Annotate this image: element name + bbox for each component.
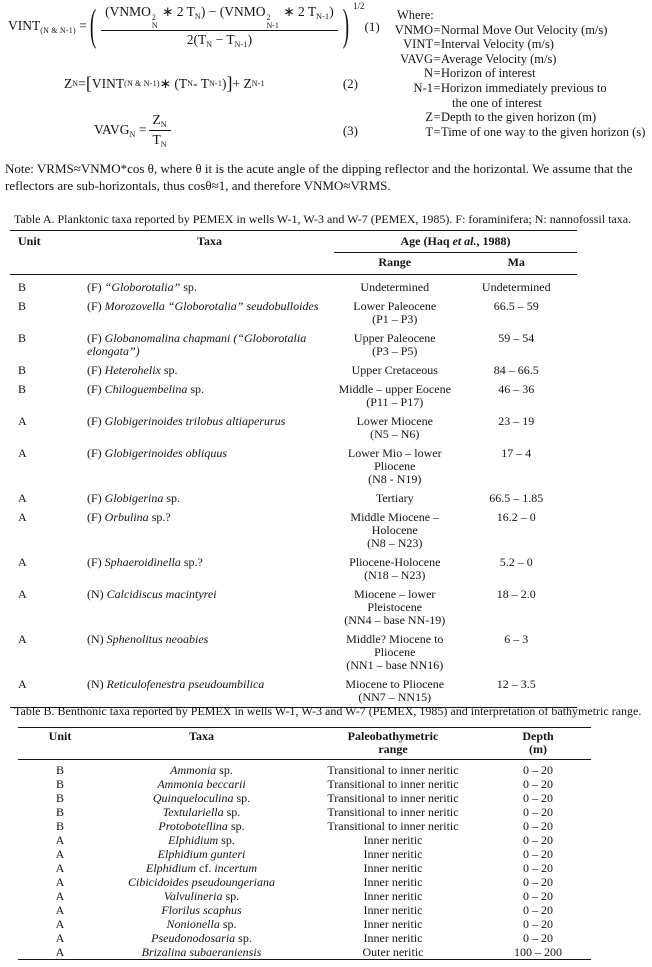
unit-cell: A <box>18 491 27 505</box>
range-cell: Lower Paleocene (P1 – P3) <box>353 299 437 326</box>
depth-cell: 0 – 20 <box>523 930 553 945</box>
depth-cell: 0 – 20 <box>523 776 553 791</box>
paleobathymetric-cell: Inner neritic <box>363 846 423 861</box>
taxa-cell: Valvulineria sp. <box>163 888 240 903</box>
range-cell: Miocene – lower Pleistocene (NN4 – base NN-19) <box>344 587 446 627</box>
table-row <box>10 508 577 553</box>
taxa-cell: (F) Globigerinoides obliquus <box>87 446 228 460</box>
where-definition: Interval Velocity (m/s) <box>441 37 554 52</box>
table-row <box>10 275 577 298</box>
equation-2-number: (2) <box>342 75 358 91</box>
where-definition: the one of interest <box>452 95 542 110</box>
table-row <box>10 553 577 585</box>
taxa-cell: (N) Calcidiscus macintyrei <box>87 587 217 601</box>
taxa-cell: (F) Morozovella “Globorotalia” seudobulloides <box>87 299 319 313</box>
ma-cell: 12 – 3.5 <box>496 677 536 691</box>
table-b-header-paleo <box>301 728 485 760</box>
ma-cell: 84 – 66.5 <box>493 363 539 377</box>
table-row <box>18 861 591 875</box>
depth-cell: 0 – 20 <box>523 874 553 889</box>
where-equals: = <box>433 51 441 66</box>
equation-1-number: (1) <box>364 18 380 34</box>
paleobathymetric-cell: Transitional to inner neritic <box>327 804 459 819</box>
where-definition: Horizon of interest <box>441 66 536 81</box>
taxa-cell: Textulariella sp. <box>162 804 241 819</box>
paleobathymetric-cell: Inner neritic <box>363 860 423 875</box>
paleobathymetric-cell: Transitional to inner neritic <box>327 763 459 777</box>
open-paren: ( <box>89 1 97 52</box>
where-equals: = <box>433 110 441 125</box>
where-term: VINT <box>403 37 433 52</box>
depth-cell: 0 – 20 <box>523 888 553 903</box>
taxa-cell: Pseudonodosaria sp. <box>151 930 252 945</box>
ma-cell: 16.2 – 0 <box>496 510 536 524</box>
range-cell: Middle? Miocene to Pliocene (NN1 – base NN16) <box>346 632 444 672</box>
equation-1-fraction <box>101 4 338 49</box>
where-equals: = <box>433 22 441 37</box>
unit-cell: A <box>18 510 27 524</box>
taxa-cell: (F) Chiloguembelina sp. <box>87 382 205 396</box>
ma-cell: 5.2 – 0 <box>499 555 533 569</box>
where-definition: Depth to the given horizon (m) <box>441 110 597 125</box>
unit-cell: B <box>18 382 27 396</box>
where-term: N-1 <box>413 80 433 95</box>
taxa-cell: Elphidium cf. incertum <box>146 860 257 875</box>
paleobathymetric-cell: Outer neritic <box>362 944 424 959</box>
taxa-cell: (N) Reticulofenestra pseudoumbilica <box>87 677 265 691</box>
where-definition-list <box>383 23 649 140</box>
unit-cell: A <box>55 916 65 931</box>
unit-cell: A <box>18 632 27 646</box>
unit-cell: A <box>55 874 65 889</box>
depth-cell: 0 – 20 <box>523 846 553 861</box>
table-a-header-taxa: Taxa <box>85 231 334 275</box>
depth-cell: 0 – 20 <box>523 902 553 917</box>
table-a-header-range: Range <box>334 253 456 275</box>
unit-cell: A <box>55 832 65 847</box>
range-cell: Upper Paleocene (P3 – P5) <box>353 331 436 358</box>
unit-cell: B <box>55 763 64 777</box>
taxa-cell: (F) Globanomalina chapmani (“Globorotalia elongata”) <box>87 331 307 358</box>
age-header-post: , 1988) <box>476 234 511 248</box>
table-row <box>10 361 577 380</box>
paleo-header-line1: Paleobathymetric <box>347 729 439 743</box>
where-term: VAVG <box>400 51 433 66</box>
table-row <box>10 297 577 329</box>
equation-1-denominator: $2(T_N - T_{N-1})$ <box>186 32 253 49</box>
table-row <box>18 819 591 833</box>
table-row <box>18 931 591 945</box>
unit-cell: B <box>18 363 27 377</box>
table-row <box>18 760 591 778</box>
depth-cell: 0 – 20 <box>523 832 553 847</box>
table-row <box>10 329 577 361</box>
equation-1-body <box>8 1 365 52</box>
depth-cell: 0 – 20 <box>523 790 553 805</box>
depth-cell: 0 – 20 <box>523 804 553 819</box>
taxa-cell: (N) Sphenolitus neoabies <box>87 632 209 646</box>
table-a <box>10 230 577 708</box>
taxa-cell: Quinqueloculina sp. <box>152 790 251 805</box>
unit-cell: A <box>55 846 65 861</box>
table-row <box>18 847 591 861</box>
depth-header-line1: Depth <box>522 729 554 743</box>
table-b-header-unit: Unit <box>18 728 102 760</box>
depth-cell: 0 – 20 <box>523 916 553 931</box>
equation-1-lhs: $VINT_{(N \& N-1)}$ = <box>8 18 87 35</box>
unit-cell: A <box>55 930 65 945</box>
range-cell: Middle – upper Eocene (P11 – P17) <box>338 382 451 409</box>
equation-2 <box>8 73 364 94</box>
range-cell: Undetermined <box>360 280 430 294</box>
unit-cell: B <box>18 280 27 294</box>
unit-cell: A <box>18 587 27 601</box>
table-b <box>18 727 591 960</box>
paleobathymetric-cell: Inner neritic <box>363 916 423 931</box>
table-row <box>18 791 591 805</box>
unit-cell: B <box>18 331 27 345</box>
range-cell: Pliocene-Holocene (N18 – N23) <box>349 555 441 582</box>
table-row <box>18 917 591 931</box>
equation-3 <box>8 112 364 149</box>
equation-2-body: Z N = [ VINT (N & N-1) ∗ (T N - T N-1 ) ] + Z N-1 <box>64 73 265 93</box>
taxa-cell: Ammonia sp. <box>170 763 233 777</box>
taxa-cell: Protobotellina sp. <box>158 818 245 833</box>
unit-cell: A <box>55 944 65 959</box>
age-header-etal: et al. <box>452 234 477 248</box>
paleobathymetric-cell: Inner neritic <box>363 902 423 917</box>
where-definitions <box>383 8 649 139</box>
table-row <box>10 444 577 489</box>
range-cell: Miocene to Pliocene (NN7 – NN15) <box>345 677 445 704</box>
unit-cell: B <box>55 776 64 791</box>
taxa-cell: (F) Globigerina sp. <box>87 491 181 505</box>
table-row <box>10 412 577 444</box>
depth-cell: 100 – 200 <box>514 944 562 959</box>
equation-1-exponent: 1/2 <box>353 1 365 11</box>
unit-cell: A <box>18 446 27 460</box>
unit-cell: A <box>55 860 65 875</box>
unit-cell: A <box>55 888 65 903</box>
table-row <box>18 805 591 819</box>
table-row <box>18 875 591 889</box>
table-b-caption: Table B. Benthonic taxa reported by PEMEX in wells W-1, W-3 and W-7 (PEMEX, 1985) and interpretation of bathymetric range. <box>14 704 642 718</box>
table-a-header <box>10 231 577 275</box>
table-b-header-depth <box>485 728 591 760</box>
where-term: Z <box>425 110 433 125</box>
where-title: Where: <box>397 8 434 22</box>
table-row <box>18 903 591 917</box>
unit-cell: B <box>55 804 64 819</box>
age-header-pre: Age (Haq <box>400 234 453 248</box>
table-row <box>18 889 591 903</box>
table-row <box>10 585 577 630</box>
equation-3-fraction <box>149 112 171 149</box>
table-b-header-taxa: Taxa <box>102 728 301 760</box>
where-term: N <box>423 66 433 81</box>
equation-1-numerator: (VNMO 2 N ∗ 2 $T_N$) − (VNMO 2 N-1 ∗ 2 $T_{N-1}$) <box>101 4 338 31</box>
equation-3-denominator: $T_N$ <box>152 132 167 149</box>
unit-cell: A <box>55 902 65 917</box>
where-equals <box>433 96 441 111</box>
where-definition: Normal Move Out Velocity (m/s) <box>441 22 608 37</box>
range-cell: Upper Cretaceous <box>351 363 438 377</box>
equation-3-lhs: $VAVG_N$ = <box>94 122 147 139</box>
taxa-cell: Brizalina subaeraniensis <box>141 944 262 959</box>
note-paragraph: Note: VRMS≈VNMO*cos θ, where θ it is the acute angle of the dipping reflector and the horizontal. We assume that the reflectors are sub-horizontals, thus cosθ≈1, and therefore VNMO≈VRMS. <box>5 161 633 193</box>
ma-cell: 17 – 4 <box>501 446 532 460</box>
taxa-cell: (F) Sphaeroidinella sp.? <box>87 555 203 569</box>
range-cell: Lower Miocene (N5 – N6) <box>356 414 433 441</box>
where-term <box>383 96 433 111</box>
unit-cell: A <box>18 414 27 428</box>
close-paren: ) <box>342 1 350 52</box>
table-a-header-ma: Ma <box>456 253 578 275</box>
table-a-header-age <box>334 231 577 253</box>
unit-cell: B <box>55 818 64 833</box>
paleobathymetric-cell: Inner neritic <box>363 930 423 945</box>
unit-cell: A <box>18 555 27 569</box>
paleobathymetric-cell: Inner neritic <box>363 832 423 847</box>
table-row <box>18 945 591 959</box>
taxa-cell: (F) Heterohelix sp. <box>87 363 178 377</box>
taxa-cell: (F) Globigerinoides trilobus altiaperurus <box>87 414 286 428</box>
table-row <box>10 489 577 508</box>
table-row <box>18 777 591 791</box>
where-equals: = <box>433 124 441 139</box>
where-equals: = <box>433 80 441 95</box>
taxa-cell: Nonionella sp. <box>166 916 237 931</box>
table-a-caption: Table A. Planktonic taxa reported by PEMEX in wells W-1, W-3 and W-7 (PEMEX, 1985). F: foraminifera; N: nannofossil taxa. <box>14 212 632 226</box>
paleobathymetric-cell: Transitional to inner neritic <box>327 776 459 791</box>
depth-cell: 0 – 20 <box>523 818 553 833</box>
unit-cell: B <box>55 790 64 805</box>
taxa-cell: Elphidium sp. <box>168 832 235 847</box>
depth-cell: 0 – 20 <box>523 763 553 777</box>
ma-cell: 18 – 2.0 <box>496 587 536 601</box>
equation-3-numerator: $Z_N$ <box>149 112 171 131</box>
table-row <box>10 630 577 675</box>
ma-cell: 66.5 – 1.85 <box>489 491 544 505</box>
depth-header-line2: (m) <box>529 742 547 756</box>
taxa-cell: (F) “Globorotalia” sp. <box>87 280 197 294</box>
equation-1 <box>8 1 380 52</box>
paleo-header-line2: range <box>378 742 408 756</box>
equation-3-number: (3) <box>342 122 358 138</box>
range-cell: Middle Miocene – Holocene (N8 – N23) <box>350 510 440 550</box>
unit-cell: A <box>18 677 27 691</box>
where-term: T <box>425 124 433 139</box>
table-row <box>10 675 577 708</box>
range-cell: Lower Mio – lower Pliocene (N8 - N19) <box>347 446 442 486</box>
table-row <box>18 833 591 847</box>
taxa-cell: Elphidium gunteri <box>157 846 246 861</box>
where-definition: Horizon immediately previous to <box>441 80 607 95</box>
taxa-cell: Ammonia beccarii <box>157 776 246 791</box>
table-b-body <box>18 760 591 960</box>
ma-cell: 46 – 36 <box>498 382 535 396</box>
taxa-cell: (F) Orbulina sp.? <box>87 510 171 524</box>
table-row <box>10 380 577 412</box>
ma-cell: 6 – 3 <box>504 632 529 646</box>
where-equals: = <box>433 66 441 81</box>
ma-cell: 59 – 54 <box>498 331 535 345</box>
unit-cell: B <box>18 299 27 313</box>
paleobathymetric-cell: Inner neritic <box>363 874 423 889</box>
paleobathymetric-cell: Transitional to inner neritic <box>327 818 459 833</box>
where-equals: = <box>433 37 441 52</box>
table-a-header-unit: Unit <box>10 231 85 275</box>
ma-cell: 66.5 – 59 <box>493 299 539 313</box>
ma-cell: 23 – 19 <box>498 414 535 428</box>
table-b-header <box>18 728 591 760</box>
where-definition: Average Velocity (m/s) <box>441 51 557 66</box>
paleobathymetric-cell: Inner neritic <box>363 888 423 903</box>
depth-cell: 0 – 20 <box>523 860 553 875</box>
where-definition: Time of one way to the given horizon (s) <box>441 124 646 139</box>
taxa-cell: Florilus scaphus <box>161 902 242 917</box>
table-a-body <box>10 275 577 708</box>
taxa-cell: Cibicidoides pseudoungeriana <box>128 874 275 889</box>
where-term: VNMO <box>394 22 433 37</box>
ma-cell: Undetermined <box>481 280 551 294</box>
equations-section <box>8 1 380 149</box>
equation-3-body <box>94 112 173 149</box>
range-cell: Tertiary <box>375 491 414 505</box>
paleobathymetric-cell: Transitional to inner neritic <box>327 790 459 805</box>
